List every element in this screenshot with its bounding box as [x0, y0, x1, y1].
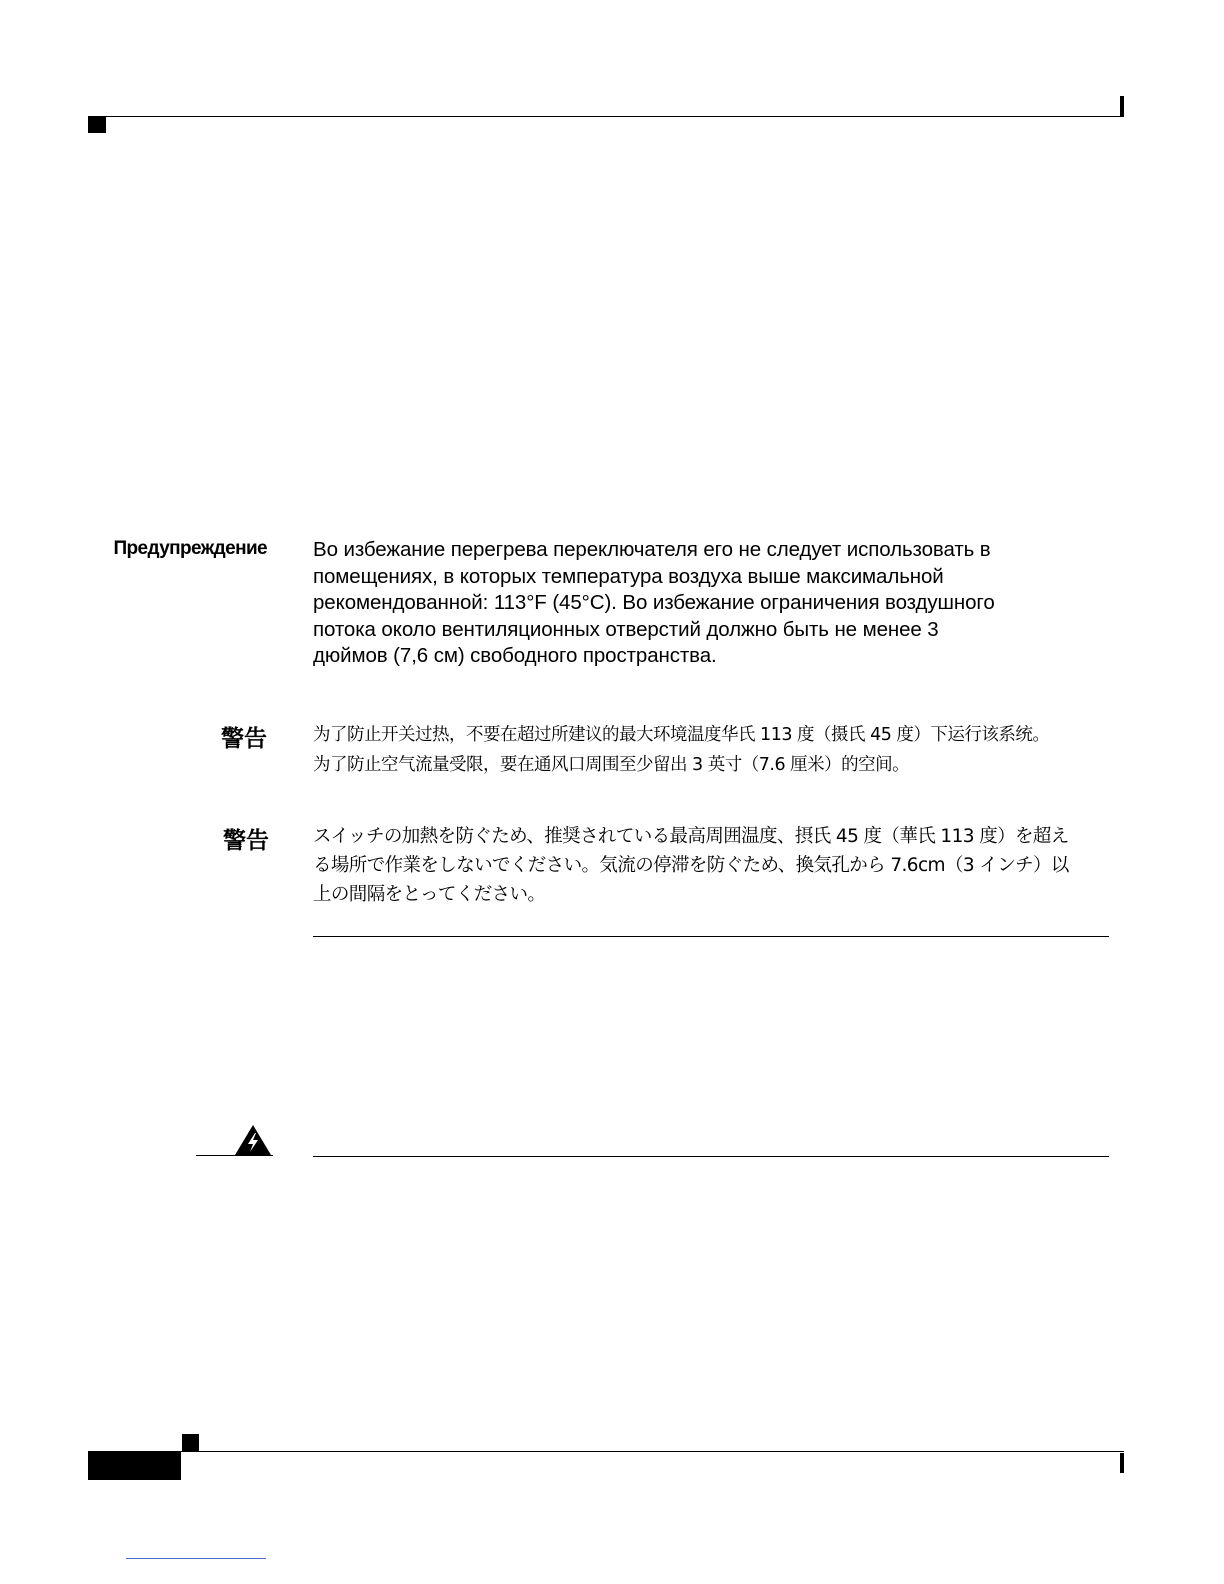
warning-label-chinese: 警告	[221, 726, 267, 752]
warning-text-line: 上の間隔をとってください。	[313, 884, 546, 905]
warning-text-line: рекомендованной: 113°F (45°C). Во избежание ограничения воздушного	[313, 591, 995, 614]
warning-text-russian	[313, 537, 1113, 670]
warning-text-line: 为了防止空气流量受限，要在通风口周围至少留出 3 英寸（7.6 厘米）的空间。	[313, 755, 910, 775]
footer-tick	[1120, 1453, 1124, 1473]
warning-text-line: スイッチの加熱を防ぐため、推奨されている最高周囲温度、摂氏 45 度（華氏 113 度）を超え	[313, 826, 1069, 847]
warning-start-rule	[313, 1156, 1109, 1157]
footer-link-underline	[126, 1558, 266, 1559]
warning-label-russian: Предупреждение	[113, 538, 267, 559]
header-tick	[1120, 96, 1124, 117]
warning-lightning-icon	[234, 1124, 272, 1156]
footer-marker	[182, 1434, 199, 1451]
warning-text-line: помещениях, в которых температура воздуха выше максимальной	[313, 564, 944, 588]
warning-text-line: дюймов (7,6 см) свободного пространства.	[313, 644, 717, 667]
warning-text-line: る場所で作業をしないでください。気流の停滞を防ぐため、換気孔から 7.6cm（3 インチ）以	[313, 855, 1069, 876]
warning-end-rule	[313, 936, 1109, 937]
footer-page-tab	[88, 1451, 181, 1480]
header-rule	[88, 116, 1124, 117]
warning-label-japanese: 警告	[223, 828, 269, 854]
warning-text-line: 为了防止开关过热，不要在超过所建议的最大环境温度华氏 113 度（摄氏 45 度）下运行该系统。	[313, 725, 1050, 745]
warning-text-japanese	[313, 822, 1113, 909]
warning-text-chinese	[313, 720, 1113, 780]
header-marker	[88, 116, 106, 133]
warning-text-line: потока около вентиляционных отверстий должно быть не менее 3	[313, 617, 939, 641]
footer-rule	[180, 1451, 1124, 1452]
warning-text-line: Во избежание перегрева переключателя его не следует использовать в	[313, 538, 991, 561]
